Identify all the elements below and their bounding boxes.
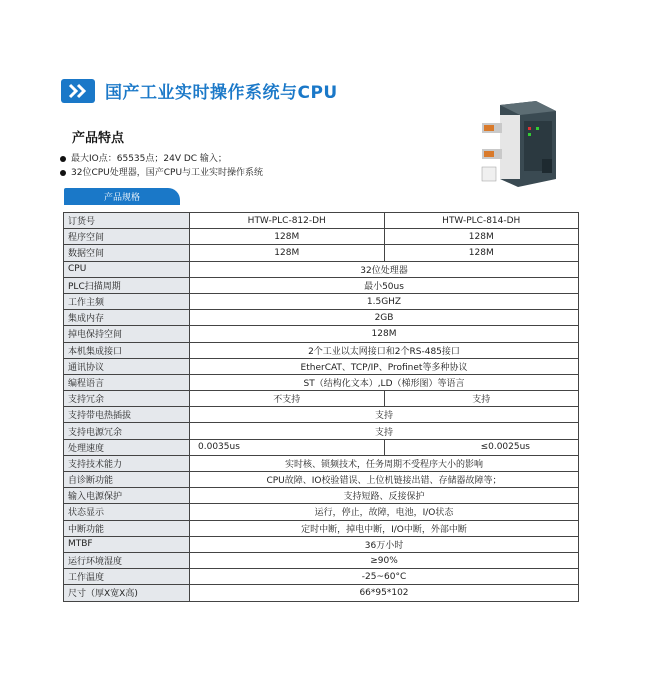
table-row bbox=[64, 552, 579, 568]
row-value: 128M bbox=[190, 245, 385, 261]
table-row bbox=[64, 245, 579, 261]
table-row bbox=[64, 391, 579, 407]
row-value: 128M bbox=[190, 229, 385, 245]
row-label: 掉电保持空间 bbox=[64, 326, 190, 342]
table-row bbox=[64, 455, 579, 471]
features-title: 产品特点 bbox=[72, 131, 125, 146]
row-value: 最小50us bbox=[190, 277, 579, 293]
row-value: 支持短路、反接保护 bbox=[190, 488, 579, 504]
table-row bbox=[64, 536, 579, 552]
table-row bbox=[64, 569, 579, 585]
row-label: 本机集成接口 bbox=[64, 342, 190, 358]
row-value: 支持 bbox=[190, 407, 579, 423]
row-label: 工作主频 bbox=[64, 293, 190, 309]
feature-item bbox=[60, 152, 263, 166]
double-chevron-right-icon bbox=[61, 79, 95, 103]
row-label: 处理速度 bbox=[64, 439, 190, 455]
table-row bbox=[64, 277, 579, 293]
row-label: 编程语言 bbox=[64, 374, 190, 390]
feature-item bbox=[60, 166, 263, 180]
table-row bbox=[64, 504, 579, 520]
row-label: 状态显示 bbox=[64, 504, 190, 520]
table-row bbox=[64, 261, 579, 277]
row-label: 尺寸（厚X宽X高) bbox=[64, 585, 190, 601]
row-label: 集成内存 bbox=[64, 310, 190, 326]
bullet-dot-icon bbox=[60, 156, 66, 162]
row-label: 支持技术能力 bbox=[64, 455, 190, 471]
row-label: 数据空间 bbox=[64, 245, 190, 261]
row-value: 66*95*102 bbox=[190, 585, 579, 601]
row-value: 不支持 bbox=[190, 391, 385, 407]
row-label: 订货号 bbox=[64, 213, 190, 229]
table-row bbox=[64, 342, 579, 358]
table-row bbox=[64, 407, 579, 423]
features-list bbox=[60, 152, 263, 180]
row-label: 支持带电热插拔 bbox=[64, 407, 190, 423]
row-value: ≥90% bbox=[190, 552, 579, 568]
table-row bbox=[64, 423, 579, 439]
row-value: 支持 bbox=[190, 423, 579, 439]
row-value: HTW-PLC-812-DH bbox=[190, 213, 385, 229]
row-label: MTBF bbox=[64, 536, 190, 552]
row-value: EtherCAT、TCP/IP、Profinet等多种协议 bbox=[190, 358, 579, 374]
row-value: ≤0.0025us bbox=[384, 439, 579, 455]
row-value: HTW-PLC-814-DH bbox=[384, 213, 579, 229]
table-row bbox=[64, 310, 579, 326]
page-title: 国产工业实时操作系统与CPU bbox=[105, 83, 338, 103]
row-value: 支持 bbox=[384, 391, 579, 407]
feature-text: 最大IO点：65535点；24V DC 输入； bbox=[71, 154, 227, 164]
table-row bbox=[64, 520, 579, 536]
row-value: 2GB bbox=[190, 310, 579, 326]
spec-table bbox=[63, 212, 579, 602]
row-label: 支持电源冗余 bbox=[64, 423, 190, 439]
row-value: ST（结构化文本）,LD（梯形图）等语言 bbox=[190, 374, 579, 390]
row-value: 128M bbox=[384, 229, 579, 245]
table-row bbox=[64, 326, 579, 342]
table-row bbox=[64, 439, 579, 455]
table-row bbox=[64, 213, 579, 229]
row-label: 通讯协议 bbox=[64, 358, 190, 374]
row-label: 输入电源保护 bbox=[64, 488, 190, 504]
table-row bbox=[64, 585, 579, 601]
row-label: 支持冗余 bbox=[64, 391, 190, 407]
row-value: 36万小时 bbox=[190, 536, 579, 552]
table-row bbox=[64, 358, 579, 374]
section-header bbox=[61, 78, 338, 103]
row-value: 0.0035us bbox=[190, 439, 385, 455]
row-value: CPU故障、IO校验错误、上位机链接出错、存储器故障等； bbox=[190, 472, 579, 488]
row-label: PLC扫描周期 bbox=[64, 277, 190, 293]
row-value: 128M bbox=[190, 326, 579, 342]
row-label: CPU bbox=[64, 261, 190, 277]
bullet-dot-icon bbox=[60, 170, 66, 176]
table-row bbox=[64, 293, 579, 309]
row-label: 中断功能 bbox=[64, 520, 190, 536]
table-row bbox=[64, 229, 579, 245]
row-value: -25~60°C bbox=[190, 569, 579, 585]
row-value: 128M bbox=[384, 245, 579, 261]
row-label: 运行环境湿度 bbox=[64, 552, 190, 568]
row-value: 2个工业以太网接口和2个RS-485接口 bbox=[190, 342, 579, 358]
row-value: 定时中断，掉电中断，I/O中断，外部中断 bbox=[190, 520, 579, 536]
row-label: 自诊断功能 bbox=[64, 472, 190, 488]
table-row bbox=[64, 488, 579, 504]
spec-tab: 产品规格 bbox=[64, 188, 180, 205]
table-row bbox=[64, 374, 579, 390]
table-row bbox=[64, 472, 579, 488]
row-label: 程序空间 bbox=[64, 229, 190, 245]
row-value: 32位处理器 bbox=[190, 261, 579, 277]
row-value: 实时核、锁频技术，任务周期不受程序大小的影响 bbox=[190, 455, 579, 471]
row-label: 工作温度 bbox=[64, 569, 190, 585]
feature-text: 32位CPU处理器，国产CPU与工业实时操作系统 bbox=[71, 168, 264, 178]
row-value: 运行，停止，故障，电池，I/O状态 bbox=[190, 504, 579, 520]
product-image bbox=[478, 99, 558, 189]
row-value: 1.5GHZ bbox=[190, 293, 579, 309]
